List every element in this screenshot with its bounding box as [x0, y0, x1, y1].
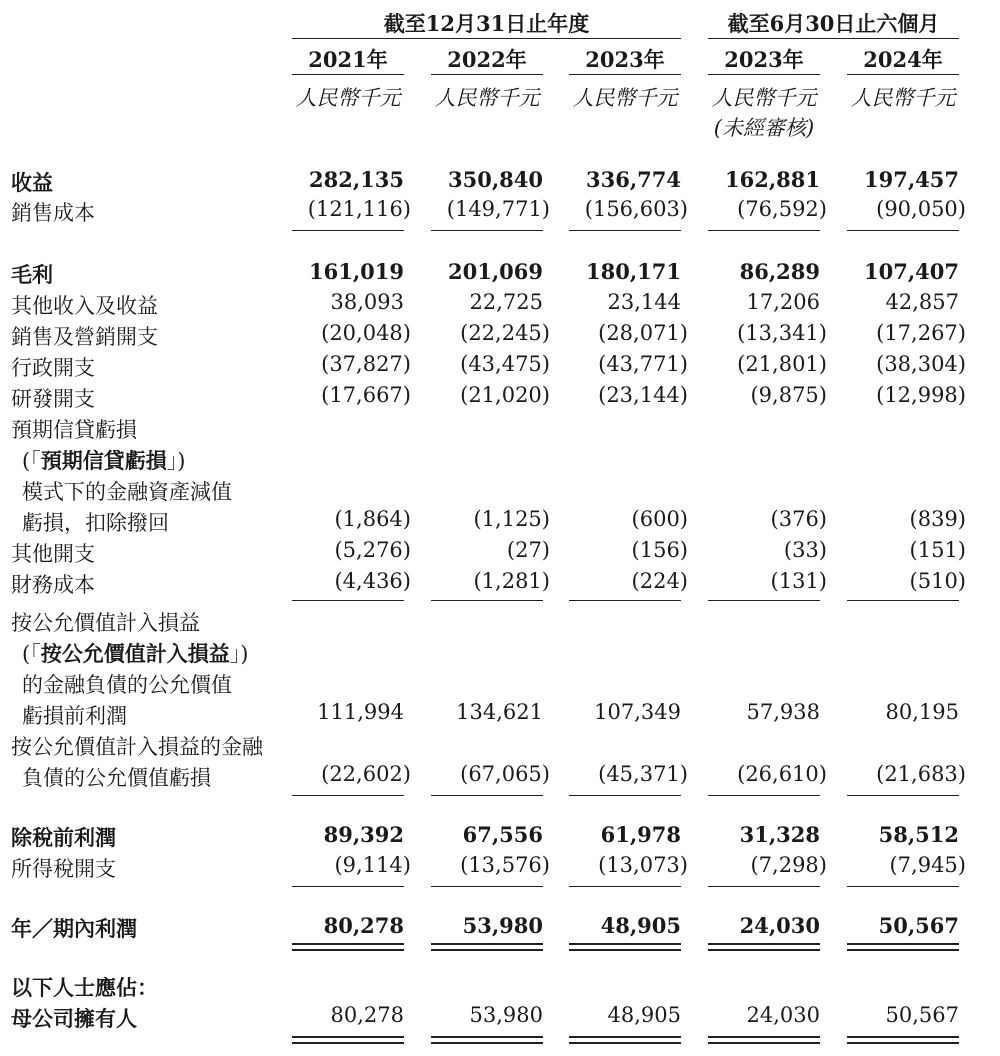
column-unit: 人民幣千元 — [295, 86, 401, 110]
column-unit: 人民幣千元 — [850, 86, 956, 110]
column-year-rule — [847, 74, 959, 75]
cell-value: (26,610) — [737, 762, 827, 786]
header-group-full-year: 截至12月31日止年度 — [383, 11, 590, 36]
cell-value: (13,073) — [598, 853, 688, 877]
row-label-selling-expenses: 銷售及營銷開支 — [11, 325, 158, 349]
cell-value: (156,603) — [584, 197, 688, 221]
bracket-open: (「 — [22, 642, 41, 666]
cell-value: (38,304) — [876, 352, 966, 376]
cell-value: 58,512 — [878, 822, 959, 847]
defined-term: 預期信貸虧損 — [40, 448, 167, 473]
cell-value: (7,945) — [889, 853, 966, 877]
column-year-2021: 2021年 — [308, 47, 388, 72]
cell-value: 61,978 — [600, 822, 681, 847]
row-label-ecl-line3: 模式下的金融資產減值 — [22, 480, 232, 504]
cell-value: 57,938 — [746, 700, 820, 724]
cell-value: (131) — [770, 569, 827, 593]
column-year-2023-interim: 2023年 — [724, 47, 804, 72]
row-label-pre-fv-line2 — [22, 638, 248, 668]
row-label-ecl-line4: 虧損，扣除撥回 — [22, 511, 169, 535]
subtotal-rule — [847, 795, 959, 796]
header-group-half-year: 截至6月30日止六個月 — [727, 11, 940, 36]
cell-value: 42,857 — [885, 290, 959, 314]
row-label-revenue: 收益 — [11, 170, 53, 195]
subtotal-rule — [292, 230, 404, 231]
cell-value: (1,281) — [473, 569, 550, 593]
cell-value: 80,278 — [323, 913, 404, 938]
cell-value: 134,621 — [456, 700, 543, 724]
row-label-pre-fv-line4: 虧損前利潤 — [22, 704, 127, 728]
cell-value: (12,998) — [876, 383, 966, 407]
cell-value: 282,135 — [309, 167, 404, 192]
cell-value: (43,771) — [598, 352, 688, 376]
subtotal-rule — [708, 600, 820, 601]
cell-value: (37,827) — [321, 352, 411, 376]
cell-value: 336,774 — [586, 167, 681, 192]
subtotal-rule — [431, 600, 543, 601]
row-label-other-income: 其他收入及收益 — [11, 294, 158, 318]
row-label-gross-profit: 毛利 — [11, 262, 53, 287]
cell-value: (21,683) — [876, 762, 966, 786]
subtotal-rule — [847, 600, 959, 601]
row-label-pre-fv-line3: 的金融負債的公允價值 — [22, 673, 232, 697]
cell-value: 48,905 — [607, 1003, 681, 1027]
column-unit: 人民幣千元 — [434, 86, 540, 110]
total-double-rule — [569, 943, 681, 951]
bracket-open: (「 — [22, 449, 41, 473]
cell-value: 31,328 — [739, 822, 820, 847]
column-year-2022: 2022年 — [447, 47, 527, 72]
subtotal-rule — [569, 230, 681, 231]
cell-value: 24,030 — [746, 1003, 820, 1027]
column-unit: 人民幣千元 — [572, 86, 678, 110]
subtotal-rule — [847, 886, 959, 887]
row-label-pre-fv-line1: 按公允價值計入損益 — [11, 611, 200, 635]
column-year-2023: 2023年 — [585, 47, 665, 72]
cell-value: (13,576) — [460, 853, 550, 877]
cell-value: (27) — [506, 538, 550, 562]
cell-value: (45,371) — [598, 762, 688, 786]
cell-value: 107,407 — [864, 259, 959, 284]
column-year-rule — [292, 74, 404, 75]
cell-value: (76,592) — [737, 197, 827, 221]
cell-value: (839) — [909, 507, 966, 531]
cell-value: (17,667) — [321, 383, 411, 407]
subtotal-rule — [292, 886, 404, 887]
cell-value: 17,206 — [746, 290, 820, 314]
cell-value: (600) — [631, 507, 688, 531]
cell-value: 162,881 — [725, 167, 820, 192]
cell-value: 80,195 — [885, 700, 959, 724]
row-label-income-tax: 所得稅開支 — [11, 857, 116, 881]
cell-value: (43,475) — [460, 352, 550, 376]
cell-value: 111,994 — [317, 700, 404, 724]
subtotal-rule — [292, 795, 404, 796]
total-double-rule — [847, 1036, 959, 1044]
row-label-fv-loss-line2: 負債的公允價值虧損 — [22, 766, 211, 790]
defined-term: 按公允價值計入損益 — [40, 641, 230, 666]
cell-value: (21,801) — [737, 352, 827, 376]
cell-value: (510) — [909, 569, 966, 593]
cell-value: 50,567 — [878, 913, 959, 938]
cell-value: (21,020) — [460, 383, 550, 407]
cell-value: (67,065) — [460, 762, 550, 786]
cell-value: (23,144) — [598, 383, 688, 407]
row-label-ecl-line1: 預期信貸虧損 — [11, 418, 137, 442]
cell-value: 53,980 — [469, 1003, 543, 1027]
cell-value: 350,840 — [448, 167, 543, 192]
row-label-admin-expenses: 行政開支 — [11, 356, 95, 380]
row-label-attributable-to: 以下人士應佔： — [11, 975, 158, 1000]
row-label-fv-loss-line1: 按公允價值計入損益的金融 — [11, 735, 263, 759]
cell-value: (9,114) — [334, 853, 411, 877]
row-label-finance-costs: 財務成本 — [11, 573, 95, 597]
subtotal-rule — [569, 600, 681, 601]
cell-value: (33) — [783, 538, 827, 562]
cell-value: (149,771) — [446, 197, 550, 221]
cell-value: 48,905 — [600, 913, 681, 938]
cell-value: (22,245) — [460, 321, 550, 345]
cell-value: (1,125) — [473, 507, 550, 531]
cell-value: (17,267) — [876, 321, 966, 345]
row-label-owners-of-parent: 母公司擁有人 — [11, 1006, 137, 1031]
cell-value: 161,019 — [309, 259, 404, 284]
subtotal-rule — [292, 600, 404, 601]
header-group-rule — [708, 38, 959, 39]
subtotal-rule — [569, 886, 681, 887]
cell-value: (22,602) — [321, 762, 411, 786]
cell-value: 197,457 — [864, 167, 959, 192]
cell-value: 80,278 — [330, 1003, 404, 1027]
column-unaudited-note: (未經審核) — [713, 116, 815, 140]
cell-value: (9,875) — [750, 383, 827, 407]
subtotal-rule — [847, 230, 959, 231]
cell-value: 107,349 — [594, 700, 681, 724]
cell-value: 67,556 — [462, 822, 543, 847]
row-label-profit-for-period: 年／期內利潤 — [11, 916, 137, 941]
subtotal-rule — [708, 230, 820, 231]
bracket-close: 」) — [166, 449, 186, 473]
total-double-rule — [569, 1036, 681, 1044]
subtotal-rule — [569, 795, 681, 796]
cell-value: 22,725 — [469, 290, 543, 314]
subtotal-rule — [708, 886, 820, 887]
bracket-close: 」) — [229, 642, 249, 666]
column-year-2024-interim: 2024年 — [863, 47, 943, 72]
cell-value: 89,392 — [323, 822, 404, 847]
cell-value: (4,436) — [334, 569, 411, 593]
column-year-rule — [431, 74, 543, 75]
row-label-cost-of-sales: 銷售成本 — [11, 201, 95, 225]
cell-value: 38,093 — [330, 290, 404, 314]
cell-value: 50,567 — [885, 1003, 959, 1027]
row-label-ecl-line2 — [22, 445, 185, 475]
header-group-rule — [292, 38, 681, 39]
cell-value: (376) — [770, 507, 827, 531]
total-double-rule — [431, 1036, 543, 1044]
cell-value: 53,980 — [462, 913, 543, 938]
cell-value: 23,144 — [607, 290, 681, 314]
column-year-rule — [708, 74, 820, 75]
cell-value: (156) — [631, 538, 688, 562]
column-unit: 人民幣千元 — [711, 86, 817, 110]
cell-value: (121,116) — [307, 197, 411, 221]
subtotal-rule — [431, 230, 543, 231]
row-label-other-expenses: 其他開支 — [11, 542, 95, 566]
cell-value: 24,030 — [739, 913, 820, 938]
cell-value: (90,050) — [876, 197, 966, 221]
cell-value: (1,864) — [334, 507, 411, 531]
column-year-rule — [569, 74, 681, 75]
total-double-rule — [292, 1036, 404, 1044]
row-label-rd-expenses: 研發開支 — [11, 387, 95, 411]
total-double-rule — [708, 943, 820, 951]
cell-value: (28,071) — [598, 321, 688, 345]
cell-value: (5,276) — [334, 538, 411, 562]
total-double-rule — [292, 943, 404, 951]
cell-value: (20,048) — [321, 321, 411, 345]
cell-value: 201,069 — [448, 259, 543, 284]
row-label-profit-before-tax: 除稅前利潤 — [11, 825, 116, 850]
cell-value: (7,298) — [750, 853, 827, 877]
cell-value: 180,171 — [586, 259, 681, 284]
cell-value: (224) — [631, 569, 688, 593]
cell-value: 86,289 — [739, 259, 820, 284]
total-double-rule — [847, 943, 959, 951]
subtotal-rule — [431, 886, 543, 887]
subtotal-rule — [431, 795, 543, 796]
cell-value: (13,341) — [737, 321, 827, 345]
total-double-rule — [431, 943, 543, 951]
cell-value: (151) — [909, 538, 966, 562]
total-double-rule — [708, 1036, 820, 1044]
subtotal-rule — [708, 795, 820, 796]
